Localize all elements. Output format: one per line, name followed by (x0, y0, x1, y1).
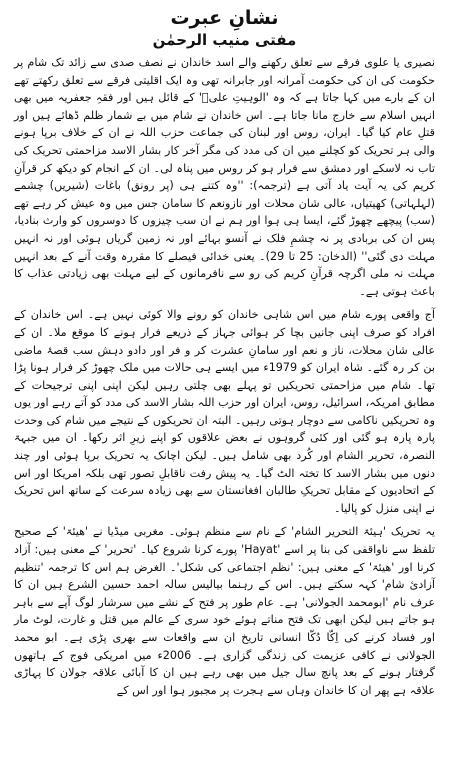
article-title: نشانِ عبرت (170, 7, 279, 29)
article-paragraph: یہ تحریک 'ہیئۃ التحریر الشام' کے نام سے منظم ہوئی۔ مغربی میڈیا نے 'ھیئۃ' کے صحیح تلفظ سے ناواقفی کی بنا پر اسے 'Hayat' پورے کرنا شروع کیا۔ 'تحریر' کے معنی ہیں: آزاد کرنا اور 'ھیئۃ' کے معنی ہیں: 'نظم اجتماعی کی شکل'۔ الغرض ہم اس کا ترجمہ 'تنظیم آزادیٔ شام' کہہ سکتے ہیں۔ اس کے رہنما بیالیس سالہ احمد حسین الشرع ہیں ان کا عرف نام 'ابومحمد الجولانی' ہے۔ عام طور پر فتح کے نشے میں سرشار لوگ آپے سے باہر ہو جاتے ہیں لیکن ابھی تک فتح مناتے ہوئے خود سری کے عالم میں قتل و غارت، لوٹ مار اور فساد کرنے کی اِکّا دُکّا انسانی تاریخ ان سے واقعات سے بھری پڑی ہے۔ ابو محمد الجولانی نے کافی عزیمت کی زندگی گزاری ہے۔ 2006ء میں امریکی فوج کے ہاتھوں گرفتار ہونے کے بعد پانچ سال جیل میں بھی رہے ہیں ان کا آبائی علاقہ جولان کا پہاڑی علاقہ ہے پھر ان کا خاندان وہاں سے ہجرت پر مجبور ہوا اور اس کے (14, 525, 435, 697)
article-body (14, 54, 435, 699)
article-paragraph: آج واقعی پورے شام میں اس شاہی خاندان کو رونے والا کوئی نہیں ہے۔ اس خاندان کے افراد کو صرف اپنی جانیں بچا کر ہوائی جہاز کے ذریعے فرار ہونے کا موقع ملا۔ ان کے عالی شان محلات، ناز و نعم اور سامانِ عشرت کر و فر اور دادو دہش سب قصۂ ماضی بن کر رہ گئے۔ شاہ ایران کو 1979ء میں ایسے ہی حالات میں ملک چھوڑ کر فرار ہونا پڑا تھا۔ شام میں مزاحمتی تحریکیں تو پہلے بھی چلتی رہیں لیکن اپنی اپنی ترجیحات کے مطابق امریکہ، اسرائیل، روس، ایران اور حزب اللہ بشار الاسد کی مدد کو آتے رہے اور یوں وہ تحریکیں ناکامی سے دوچار ہوتی رہیں۔ البتہ ان تحریکوں کے نتیجے میں شام کی وحدت پارہ پارہ ہو گئی اور کئی گروہوں نے بعض علاقوں کو اپنے زیرِ اثر رکھا۔ ان میں جبہۃ النصرہ، تحریر الشام اور کُرد بھی شامل ہیں۔ لیکن اچانک یہ تحریک برپا ہوئی اور چند دنوں میں بشار الاسد کا تختہ الٹ گیا۔ یہ پیش رفت ناقابلِ تصور تھی بلکہ امریکا اور اس کے اتحادیوں کے مقابل تحریکِ طالبان افغانستان سے بھی زیادہ سرعت کے ساتھ اس تحریک نے اپنی منزل کو پالیا۔ (14, 308, 435, 515)
article-paragraph: نصیری یا علوی فرقے سے تعلق رکھنے والے اسد خاندان نے نصف صدی سے زائد تک شام پر حکومت کی ان کی حکومت آمرانہ اور جابرانہ تھی وہ ایک اقلیتی فرقے سے تعلق رکھتے تھے ان کے بارے میں کہا جاتا ہے کہ وہ 'الوہیتِ علیؓ' کے قائل ہیں اور فقہِ جعفریہ میں بھی انہیں اسلام سے خارج مانا جاتا ہے۔ اس خاندان نے شام میں بے شمار ظلم ڈھائے ہیں اور قتلِ عام کیا گیا۔ ایران، روس اور لبنان کی جماعت حزب اللہ نے ان کے خلاف برپا ہونے والی ہر تحریک کو کچلنے میں ان کی مدد کی مگر آخر کار بشار الاسد مزاحمتی تحریک کی تاب نہ لاسکے اور دمشق سے فرار ہو کر روس میں پناہ لی۔ ان کے انجام کو دیکھ کر قرآنِ کریم کی یہ آیت یاد آتی ہے (ترجمہ): ''وہ کتنے ہی (پر رونق) باغات (شیریں) چشمے (لہلہاتی) کھیتیاں، عالی شان محلات اور نازونعم کا سامان جس میں وہ عیش کر رہے تھے (سب) پیچھے چھوڑ گئے، ایسا ہی ہوا اور ہم نے ان سب چیزوں کا دوسروں کو وارث بنادیا، پس ان کی بربادی پر نہ چشمِ فلک نے آنسو بہائے اور نہ زمین گریاں ہوئی اور نہ انہیں مہلت دی گئی'' (الدخان: 25 تا 29)۔ یعنی خدائی فیصلے کا مقررہ وقت آنے کے بعد انہیں مہلت نہ ملی اگرچہ قرآنِ کریم کی رو سے نافرمانوں کے لیے مہلت بھی زیادتی عذاب کا باعث ہوتی ہے۔ (14, 56, 435, 298)
article-author: مفتی منیب الرحمٰن (152, 31, 297, 49)
